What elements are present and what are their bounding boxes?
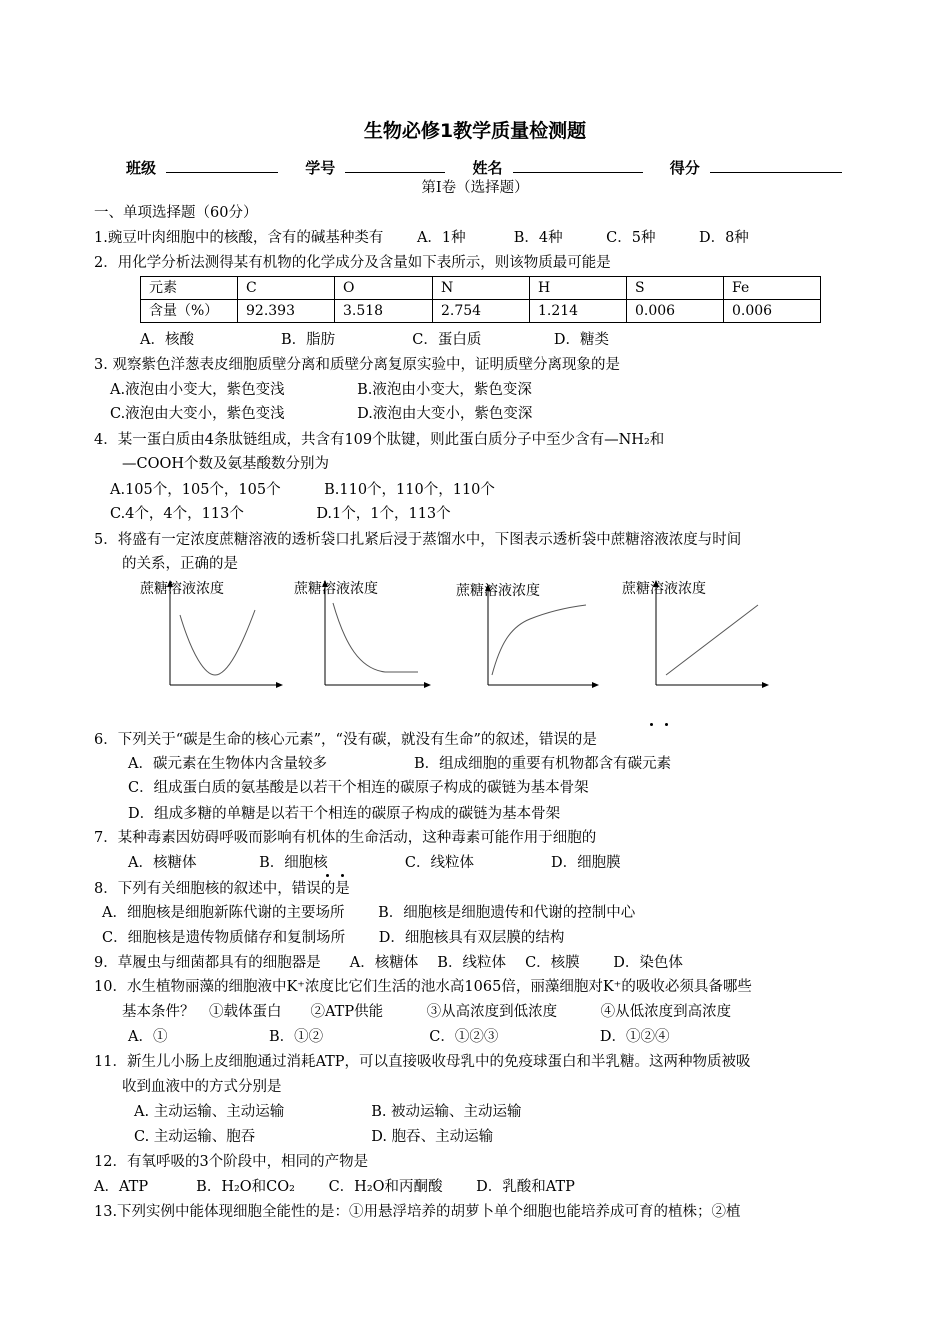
chart-b-ylabel: 蔗糖溶液浓度 [294, 581, 378, 597]
question-12-options: A．ATP B．H₂O和CO₂ C．H₂O和丙酮酸 D．乳酸和ATP [94, 1179, 575, 1195]
question-4: 4．某一蛋白质由4条肽链组成，共含有109个肽键，则此蛋白质分子中至少含有—NH₂和 [94, 432, 665, 448]
graph-c [488, 585, 598, 685]
table-cell: 含量（%） [141, 300, 238, 323]
table-cell: N [433, 277, 530, 300]
chart-d-ylabel: 蔗糖溶液浓度 [622, 581, 706, 597]
number-label: 学号 [305, 159, 336, 177]
question-13: 13.下列实例中能体现细胞全能性的是：①用悬浮培养的胡萝卜单个细胞也能培养成可育的植株；②植 [94, 1204, 741, 1220]
question-5: 5．将盛有一定浓度蔗糖溶液的透析袋口扎紧后浸于蒸馏水中，下图表示透析袋中蔗糖溶液浓度与时间 [94, 532, 742, 548]
table-cell: 0.006 [627, 300, 724, 323]
question-3-options-cd: C.液泡由大变小，紫色变浅 D.液泡由大变小，紫色变深 [110, 406, 533, 422]
graph-b [325, 581, 430, 685]
question-11-cont: 收到血液中的方式分别是 [122, 1079, 282, 1095]
emphasis-dot [665, 723, 668, 726]
concentration-graphs [0, 575, 950, 695]
table-row [141, 300, 821, 323]
question-6-option-d: D．组成多糖的单糖是以若干个相连的碳原子构成的碳链为基本骨架 [128, 806, 561, 822]
question-6: 6．下列关于“碳是生命的核心元素”，“没有碳，就没有生命”的叙述，错误的是 [94, 732, 597, 748]
table-cell: O [335, 277, 433, 300]
name-label: 姓名 [472, 159, 503, 177]
question-11-options-cd: C. 主动运输、胞吞 D. 胞吞、主动运输 [134, 1129, 494, 1145]
element-table [140, 276, 821, 323]
student-info [126, 157, 864, 178]
question-2-options: A．核酸 B．脂肪 C．蛋白质 D．糖类 [140, 332, 609, 348]
table-cell: C [238, 277, 335, 300]
question-4-cont: —COOH个数及氨基酸数分别为 [122, 456, 330, 472]
question-8-options-ab: A．细胞核是细胞新陈代谢的主要场所 B．细胞核是细胞遗传和代谢的控制中心 [102, 905, 636, 921]
score-blank[interactable] [710, 158, 842, 173]
section-heading: 一、单项选择题（60分） [94, 205, 258, 221]
chart-a-ylabel: 蔗糖溶液浓度 [140, 581, 224, 597]
emphasis-dot [341, 874, 344, 877]
question-6-options-ab: A．碳元素在生物体内含量较多 B．组成细胞的重要有机物都含有碳元素 [128, 756, 672, 772]
question-5-cont: 的关系，正确的是 [122, 556, 238, 572]
question-10: 10．水生植物丽藻的细胞液中K⁺浓度比它们生活的池水高1065倍，丽藻细胞对K⁺的吸收必须具备哪些 [94, 979, 752, 995]
question-3: 3. 观察紫色洋葱表皮细胞质壁分离和质壁分离复原实验中，证明质壁分离现象的是 [94, 357, 620, 373]
score-label: 得分 [669, 159, 700, 177]
table-cell: 1.214 [530, 300, 627, 323]
question-4-options-cd: C.4个，4个，113个 D.1个，1个，113个 [110, 506, 451, 522]
question-9: 9．草履虫与细菌都具有的细胞器是 A．核糖体 B．线粒体 C．核膜 D．染色体 [94, 955, 683, 971]
table-cell: 2.754 [433, 300, 530, 323]
table-cell: S [627, 277, 724, 300]
table-cell: 92.393 [238, 300, 335, 323]
graph-a [170, 581, 282, 685]
question-7: 7．某种毒素因妨碍呼吸而影响有机体的生命活动，这种毒素可能作用于细胞的 [94, 830, 597, 846]
emphasis-dot [326, 874, 329, 877]
question-11-options-ab: A. 主动运输、主动运输 B. 被动运输、主动运输 [134, 1104, 522, 1120]
volume-heading: 第Ⅰ卷（选择题） [421, 180, 529, 196]
class-label: 班级 [126, 159, 157, 177]
question-10-cont: 基本条件？ ①载体蛋白 ②ATP供能 ③从高浓度到低浓度 ④从低浓度到高浓度 [122, 1004, 732, 1020]
chart-c-ylabel: 蔗糖溶液浓度 [456, 583, 540, 599]
number-blank[interactable] [345, 158, 445, 173]
emphasis-dot [650, 723, 653, 726]
table-cell: 元素 [141, 277, 238, 300]
name-blank[interactable] [513, 158, 643, 173]
question-8: 8．下列有关细胞核的叙述中，错误的是 [94, 881, 350, 897]
question-8-options-cd: C．细胞核是遗传物质储存和复制场所 D．细胞核具有双层膜的结构 [102, 930, 565, 946]
table-cell: 0.006 [724, 300, 821, 323]
question-3-options-ab: A.液泡由小变大，紫色变浅 B.液泡由小变大，紫色变深 [110, 382, 532, 398]
question-1: 1.豌豆叶肉细胞中的核酸，含有的碱基种类有 A．1种 B．4种 C．5种 D．8种 [94, 230, 749, 246]
table-row [141, 277, 821, 300]
question-11: 11．新生儿小肠上皮细胞通过消耗ATP，可以直接吸收母乳中的免疫球蛋白和半乳糖。这两种物质被吸 [94, 1054, 751, 1070]
question-6-option-c: C．组成蛋白质的氨基酸是以若干个相连的碳原子构成的碳链为基本骨架 [128, 780, 589, 796]
question-12: 12．有氧呼吸的3个阶段中，相同的产物是 [94, 1154, 369, 1170]
graph-d [656, 581, 768, 685]
question-4-options-ab: A.105个，105个，105个 B.110个，110个，110个 [110, 482, 495, 498]
class-blank[interactable] [166, 158, 278, 173]
table-cell: H [530, 277, 627, 300]
table-cell: Fe [724, 277, 821, 300]
question-10-options: A．① B．①② C．①②③ D．①②④ [128, 1029, 670, 1045]
table-cell: 3.518 [335, 300, 433, 323]
question-7-options: A．核糖体 B．细胞核 C．线粒体 D．细胞膜 [128, 855, 621, 871]
page-title: 生物必修1教学质量检测题 [363, 120, 587, 142]
question-2: 2．用化学分析法测得某有机物的化学成分及含量如下表所示，则该物质最可能是 [94, 255, 611, 271]
